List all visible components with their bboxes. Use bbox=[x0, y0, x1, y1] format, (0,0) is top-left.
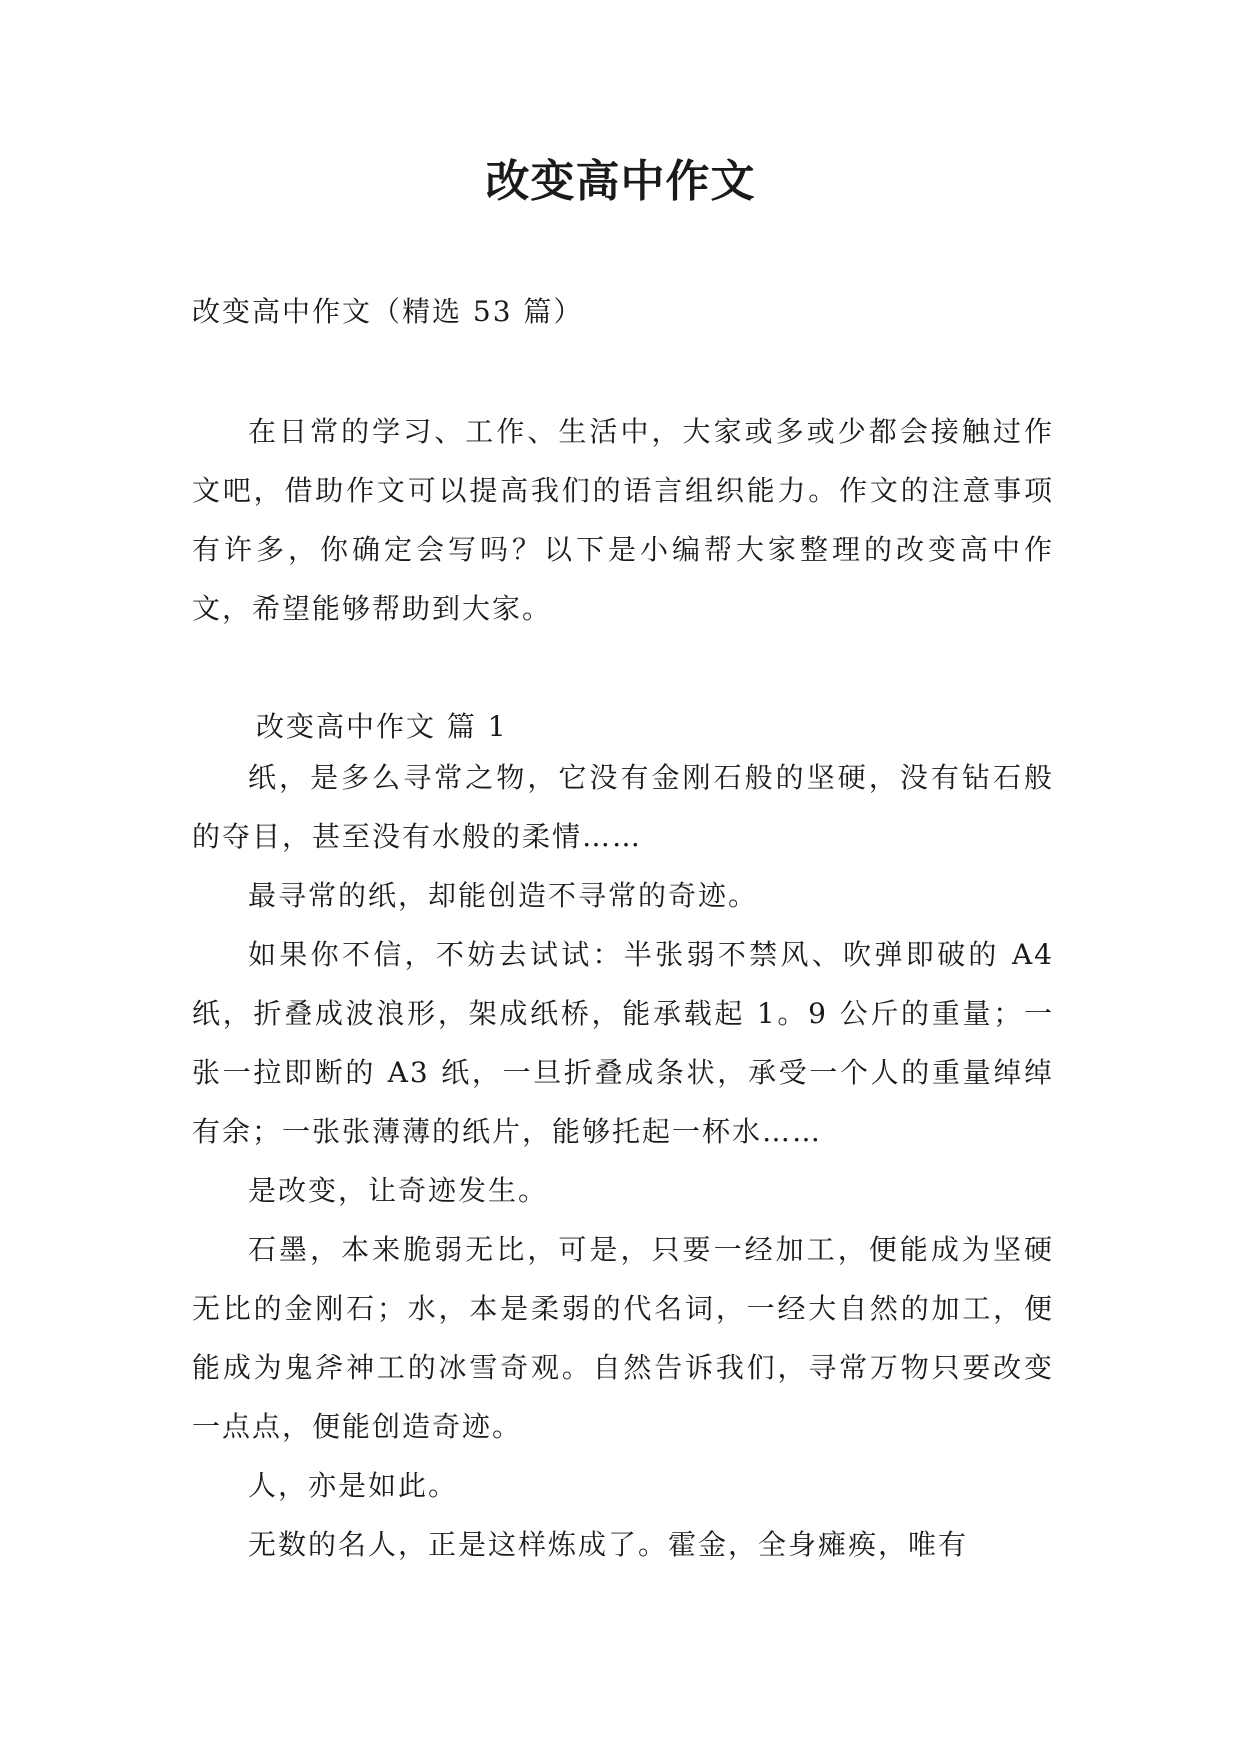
body-paragraph: 纸，是多么寻常之物，它没有金刚石般的坚硬，没有钻石般的夺目，甚至没有水般的柔情…… bbox=[192, 761, 1054, 853]
body-paragraph: 如果你不信，不妨去试试：半张弱不禁风、吹弹即破的 A4 纸，折叠成波浪形，架成纸桥，能承载起 1。9 公斤的重量；一张一拉即断的 A3 纸，一旦折叠成条状，承受一个人的重量绰绰有余；一张张薄薄的纸片，能够托起一杯水…… bbox=[192, 938, 1054, 1148]
body-paragraph: 无数的名人，正是这样炼成了。霍金，全身瘫痪，唯有 bbox=[248, 1528, 969, 1561]
intro-paragraph: 在日常的学习、工作、生活中，大家或多或少都会接触过作文吧，借助作文可以提高我们的语言组织能力。作文的注意事项有许多，你确定会写吗？以下是小编帮大家整理的改变高中作文，希望能够帮助到大家。 bbox=[192, 415, 1054, 625]
body-paragraph: 石墨，本来脆弱无比，可是，只要一经加工，便能成为坚硬无比的金刚石；水，本是柔弱的代名词，一经大自然的加工，便能成为鬼斧神工的冰雪奇观。自然告诉我们，寻常万物只要改变一点点，便能创造奇迹。 bbox=[192, 1233, 1054, 1443]
document-title: 改变高中作文 bbox=[485, 156, 756, 207]
document-subtitle: 改变高中作文（精选 53 篇） bbox=[192, 295, 584, 328]
section-heading: 改变高中作文 篇 1 bbox=[256, 710, 508, 743]
body-paragraph: 是改变，让奇迹发生。 bbox=[248, 1174, 549, 1207]
body-paragraph: 最寻常的纸，却能创造不寻常的奇迹。 bbox=[248, 879, 759, 912]
body-paragraph: 人，亦是如此。 bbox=[248, 1469, 459, 1502]
